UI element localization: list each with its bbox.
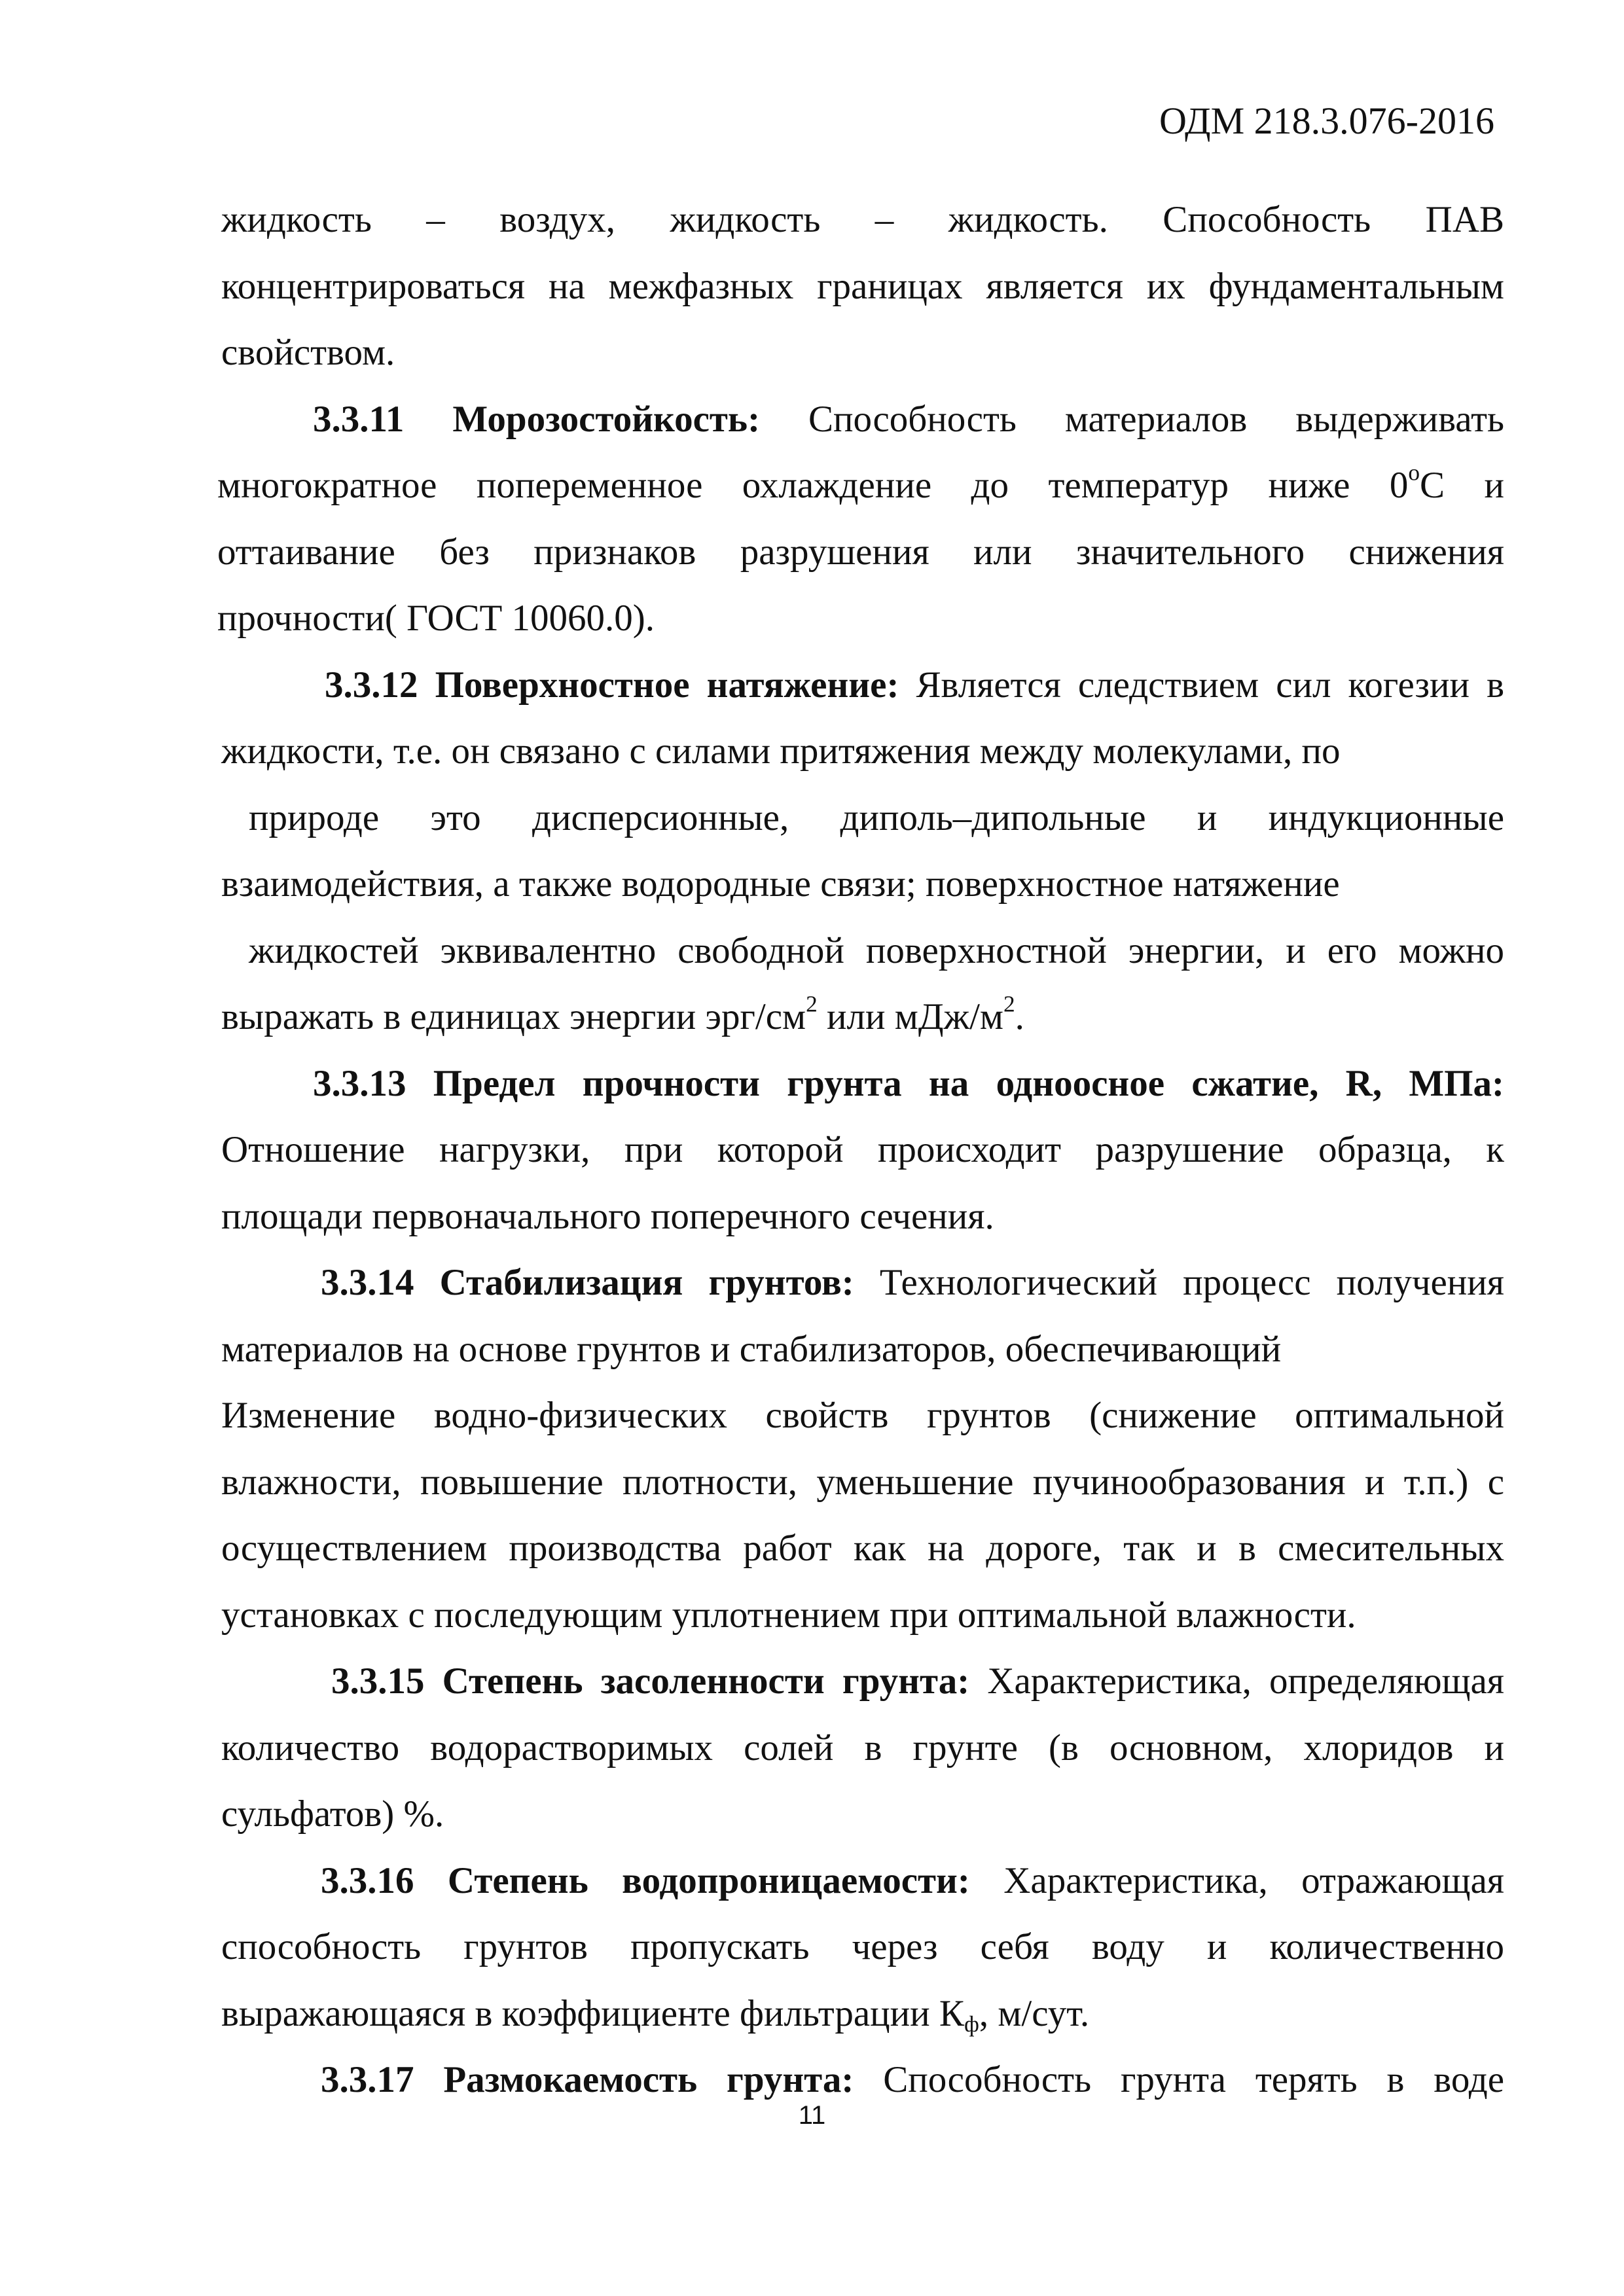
definition-text: , м/сут.	[979, 1992, 1090, 2034]
text-line: сульфатов) %.	[221, 1793, 444, 1835]
definition-term: 3.3.11 Морозостойкость:	[313, 398, 761, 440]
text-line: Изменение водно-физических свойств грунтов (снижение оптимальной	[221, 1395, 1504, 1436]
text-line	[221, 984, 1504, 1050]
definition-term: 3.3.12 Поверхностное натяжение:	[325, 664, 899, 706]
text-line	[221, 1848, 1504, 1914]
text-line	[221, 1648, 1504, 1715]
text-line: материалов на основе грунтов и стабилизаторов, обеспечивающий	[221, 1328, 1282, 1370]
text-line: оттаивание без признаков разрушения или значительного снижения	[217, 531, 1504, 573]
unit-superscript: 2	[1003, 991, 1015, 1017]
text-line: концентрироваться на межфазных границах является их фундаментальным	[221, 265, 1504, 307]
definition-3-3-15	[221, 1648, 1504, 1848]
definition-text: Технологический процесс получения	[879, 1262, 1505, 1303]
degree-superscript: о	[1408, 459, 1420, 486]
definition-3-3-14	[221, 1249, 1504, 1648]
text-line	[221, 1981, 1504, 2047]
definition-text: Характеристика, отражающая	[1003, 1859, 1505, 1901]
intro-paragraph	[221, 187, 1504, 386]
definition-text: .	[1015, 996, 1024, 1037]
definition-text: Способность грунта терять в воде	[883, 2059, 1504, 2100]
text-line	[221, 1249, 1504, 1316]
text-line: жидкости, т.е. он связано с силами притяжения между молекулами, по	[221, 730, 1341, 772]
definition-3-3-13	[221, 1050, 1504, 1250]
document-body	[217, 187, 1505, 2113]
definition-term: 3.3.16 Степень водопроницаемости:	[321, 1859, 970, 1901]
text-line: природе это дисперсионные, диполь–дипольные и индукционные	[249, 797, 1504, 838]
text-line: прочности( ГОСТ 10060.0).	[217, 598, 655, 639]
definition-term: 3.3.17 Размокаемость грунта:	[321, 2059, 854, 2100]
text-line: жидкостей эквивалентно свободной поверхностной энергии, и его можно	[249, 929, 1504, 971]
text-line: установках с последующим уплотнением при оптимальной влажности.	[221, 1594, 1356, 1636]
definition-term: 3.3.14 Стабилизация грунтов:	[321, 1262, 854, 1303]
definition-3-3-11	[217, 386, 1504, 652]
coefficient-subscript: ф	[964, 2011, 979, 2037]
text-line: осуществлением производства работ как на дороге, так и в смесительных	[221, 1528, 1504, 1569]
definition-text: Характеристика, определяющая	[987, 1660, 1505, 1702]
page-number: 11	[798, 2101, 826, 2130]
document-code: ОДМ 218.3.076-2016	[1159, 99, 1494, 142]
definition-text: или мДж/м	[817, 996, 1003, 1037]
text-line	[221, 652, 1504, 719]
text-line	[221, 386, 1504, 453]
text-line: свойством.	[221, 332, 395, 373]
definition-3-3-16	[221, 1848, 1504, 2047]
definition-text: выражающаяся в коэффициенте фильтрации К	[221, 1992, 964, 2034]
unit-superscript: 2	[806, 991, 818, 1017]
text-line: влажности, повышение плотности, уменьшение пучинообразования и т.п.) с	[221, 1461, 1504, 1503]
text-line	[221, 1050, 1504, 1117]
definition-term: 3.3.13 Предел прочности грунта на одноосное сжатие, R, МПа:	[313, 1062, 1504, 1104]
text-line: взаимодействия, а также водородные связи; поверхностное натяжение	[221, 863, 1340, 905]
text-line: площади первоначального поперечного сечения.	[221, 1195, 994, 1237]
text-line: способность грунтов пропускать через себя воду и количественно	[221, 1926, 1504, 1967]
text-line	[217, 452, 1504, 519]
definition-text: Способность материалов выдерживать	[808, 398, 1504, 440]
text-line: Отношение нагрузки, при которой происходит разрушение образца, к	[221, 1129, 1504, 1170]
definition-3-3-12	[221, 652, 1504, 1050]
definition-text: Является следствием сил когезии в	[916, 664, 1504, 706]
definition-text: выражать в единицах энергии эрг/см	[221, 996, 806, 1037]
definition-term: 3.3.15 Степень засоленности грунта:	[331, 1660, 970, 1702]
text-line: количество водорастворимых солей в грунте (в основном, хлоридов и	[221, 1727, 1504, 1768]
definition-text: многократное попеременное охлаждение до температур ниже 0	[217, 465, 1409, 506]
text-line: жидкость – воздух, жидкость – жидкость. Способность ПАВ	[221, 199, 1504, 240]
definition-text: С и	[1420, 465, 1504, 506]
